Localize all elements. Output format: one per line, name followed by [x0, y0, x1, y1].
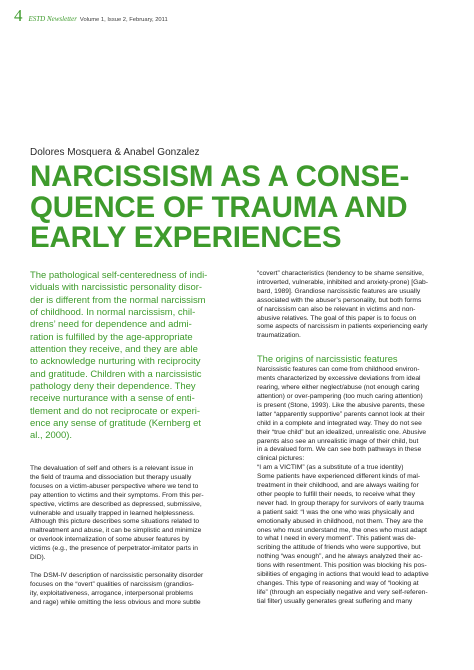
issue-info: Volume 1, Issue 2, February, 2011: [79, 17, 168, 23]
title-line: NARCISSISM AS A CONSE-: [30, 160, 410, 193]
right-body-text: [257, 270, 457, 607]
body-line: introverted, vulnerable, inhibited and anxiety-prone) [Gab-: [257, 278, 429, 286]
page-header: [14, 6, 168, 26]
body-line: of narcissism can also be relevant in victims and non-: [257, 305, 416, 313]
body-line: Some patients have experienced different kinds of mal-: [257, 473, 421, 481]
body-line: some aspects of narcissism in patients experiencing early: [257, 323, 428, 331]
body-line: life” (through an especially negative and very self-referen-: [257, 588, 428, 596]
lead-line: der is different from the normal narcissism: [30, 294, 206, 306]
body-line: ments characterized by excessive deviations from ideal: [257, 375, 421, 383]
body-line: “I am a VICTIM” (as a substitute of a true identity): [257, 464, 404, 472]
title-line: EARLY EXPERIENCES: [30, 221, 342, 254]
section-subheading: The origins of narcissistic features: [257, 354, 398, 365]
body-line: The DSM-IV description of narcissistic personality disorder: [30, 571, 204, 579]
body-line: other people to fulfill their needs, to receive what they: [257, 490, 415, 498]
body-line: The devaluation of self and others is a relevant issue in: [30, 465, 194, 472]
lead-line: and gratitude. Children with a narcissistic: [30, 368, 202, 380]
lead-line: of childhood. In normal narcissism, chil-: [30, 307, 196, 319]
body-line: parents also see an unrealistic image of their child, but: [257, 437, 419, 445]
page-number: 4: [14, 6, 23, 25]
body-line: sibilities of engaging in actions that would lead to adaptive: [257, 571, 429, 579]
body-line: in a devalued form. We can see both pathways in these: [257, 446, 422, 454]
body-line: latter “apparently supportive” parents cannot look at their: [257, 410, 425, 418]
lead-line: tlement and do not reciprocate or experi-: [30, 405, 200, 417]
lead-line: ence any sense of gratitude (Kernberg et: [30, 418, 202, 430]
body-line: “covert” characteristics (tendency to be shame sensitive,: [257, 270, 424, 277]
body-paragraph: [30, 465, 242, 563]
body-line: focuses on the “overt” qualities of narcissism (grandios-: [30, 580, 194, 588]
article-title: [30, 162, 409, 254]
body-line: child in a complete and integrated way. They do not see: [257, 419, 422, 427]
body-line: tial filter) usually generates great suffering and many: [257, 597, 413, 605]
body-line: never had. In group therapy for survivors of early trauma: [257, 499, 424, 507]
lead-line: attention they receive, and they are able: [30, 344, 198, 356]
body-line: Although this picture describes some situations related to: [30, 518, 200, 526]
body-paragraph: [30, 572, 242, 608]
lead-line: The pathological self-centeredness of indi-: [30, 270, 208, 281]
body-line: tions with resentment. This position was blocking his pos-: [257, 562, 427, 570]
lead-line: drens’ need for dependence and admi-: [30, 319, 192, 331]
body-line: spective, victims are described as depressed, submissive,: [30, 500, 202, 508]
body-line: focuses on a victim-abuser perspective where we tend to: [30, 482, 199, 490]
body-line: rearing, where either neglect/abuse (not enough caring: [257, 384, 420, 392]
lead-line: ration is fulfilled by the age-appropriate: [30, 331, 193, 343]
body-paragraph: [257, 270, 457, 341]
body-line: the field of trauma and dissociation but therapy usually: [30, 473, 192, 481]
body-line: their “true child” but an idealized, unrealistic one. Abusive: [257, 428, 427, 436]
newsletter-name: ESTD Newsletter: [28, 15, 77, 23]
body-line: treatment in their childhood, and are always waiting for: [257, 482, 419, 490]
body-line: clinical pictures:: [257, 455, 305, 463]
body-line: scribing the attitude of friends who were supportive, but: [257, 544, 421, 552]
body-line: ity, exploitativeness, arrogance, interpersonal problems: [30, 589, 194, 597]
body-line: maltreatment and abuse, it can be simplistic and minimize: [30, 527, 202, 535]
body-paragraph: [257, 366, 457, 606]
body-line: is present (Stone, 1993). Like the abusive parents, these: [257, 401, 425, 409]
lead-line: al., 2000).: [30, 430, 72, 442]
lead-line: pathology deny their dependence. They: [30, 381, 196, 393]
lead-line: to acknowledge nurturing with reciprocity: [30, 356, 201, 368]
article-authors: Dolores Mosquera & Anabel Gonzalez: [30, 147, 200, 158]
body-line: abusive relatives. The goal of this paper is to focus on: [257, 314, 417, 322]
body-line: traumatization.: [257, 332, 301, 340]
body-line: and rage) while omitting the less obvious and more subtle: [30, 598, 201, 606]
body-line: DID).: [30, 554, 46, 562]
left-body-text: [30, 465, 242, 607]
body-line: nothing “was enough”, and he always analyzed their ac-: [257, 553, 423, 561]
body-line: Narcissistic features can come from childhood environ-: [257, 366, 420, 374]
body-line: or overlook internalization of some abuser features by: [30, 536, 190, 544]
lead-line: receive nurturance with a sense of enti-: [30, 393, 195, 405]
body-line: ones who must understand me, the ones who must adapt: [257, 526, 427, 534]
body-line: pay attention to victims and their symptoms. From this per-: [30, 491, 204, 499]
body-line: associated with the abuser’s personality, but both forms: [257, 296, 422, 304]
body-line: vulnerable and usually trapped in learned helplessness.: [30, 509, 195, 517]
title-line: QUENCE OF TRAUMA AND: [30, 190, 408, 224]
body-line: a patient said: “I was the one who was physically and: [257, 508, 415, 516]
body-line: emotionally abused in childhood, not them. They are the: [257, 517, 424, 525]
body-line: victims (e.g., the presence of perpetrator-imitator parts in: [30, 545, 198, 553]
body-line: to what I need in every moment”. This patient was de-: [257, 535, 416, 543]
lead-line: viduals with narcissistic personality disor-: [30, 282, 203, 294]
body-line: bard, 1989]. Grandiose narcissistic features are usually: [257, 287, 421, 295]
body-line: changes. This type of reasoning and way of “looking at: [257, 580, 419, 587]
body-line: attention) or over-pampering (too much caring attention): [257, 392, 423, 400]
lead-paragraph: [30, 270, 246, 443]
